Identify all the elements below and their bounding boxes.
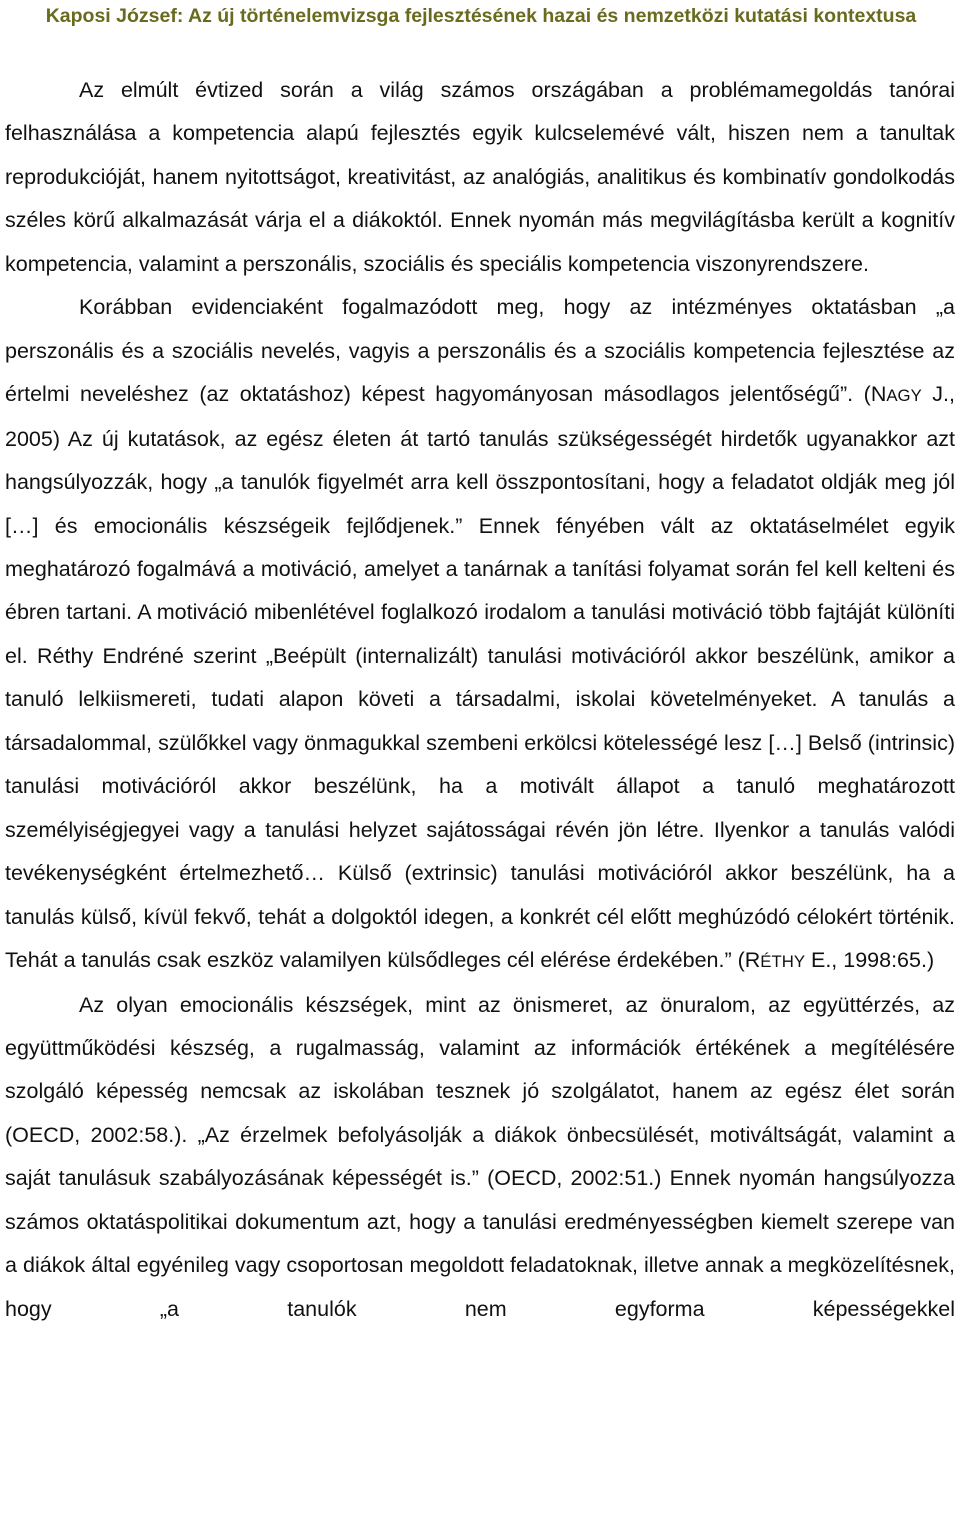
citation-nagy-initial: N	[870, 382, 887, 407]
running-header: Kaposi József: Az új történelemvizsga fejlesztésének hazai és nemzetközi kutatási kontextusa	[45, 5, 917, 27]
paragraph-2-text-a: Korábban evidenciaként fogalmazódott meg, hogy az intézményes oktatásban „a perszonális és a szociális nevelés, vagyis a perszonális és a szociális kompetencia fejlesztése az értelmi neveléshez (az oktatáshoz) képest hagyományosan másodlagos jelentőségű”. (	[5, 295, 955, 407]
paragraph-2-text-c: E., 1998:65.)	[805, 948, 935, 973]
citation-nagy-smallcaps: AGY	[886, 386, 922, 406]
paragraph-1: Az elmúlt évtized során a világ számos országában a problémamegoldás tanórai felhasználása a kompetencia alapú fejlesztés egyik kulcselemévé vált, hiszen nem a tanultak reprodukcióját, hanem nyitottságot, kreativitást, az analógiás, analitikus és kombinatív gondolkodás széles körű alkalmazását várja el a diákoktól. Ennek nyomán más megvilágításba került a kognitív kompetencia, valamint a perszonális, szociális és speciális kompetencia viszonyrendszere.	[5, 78, 955, 276]
paragraph-3: Az olyan emocionális készségek, mint az önismeret, az önuralom, az együttérzés, az együttműködési készség, a rugalmasság, valamint az információk értékének a megítélésére szolgáló képesség nemcsak az iskolában tesznek jó szolgálatot, hanem az egész élet során (OECD, 2002:58.). „Az érzelmek befolyásolják a diákok önbecsülését, motiváltságát, valamint a saját tanulásuk szabályozásának képességét is.” (OECD, 2002:51.) Ennek nyomán hangsúlyozza számos oktatáspolitikai dokumentum azt, hogy a tanulási eredményességben kiemelt szerepe van a diákok által egyénileg vagy csoportosan megoldott feladatoknak, illetve annak a megközelítésnek, hogy „a tanulók nem egyforma képességekkel	[5, 992, 955, 1321]
citation-rethy-smallcaps: ÉTHY	[760, 952, 806, 972]
citation-rethy	[745, 948, 805, 972]
paragraph-2-text-b: J., 2005) Az új kutatások, az egész életen át tartó tanulás szükségességét hirdetők ugyanakkor azt hangsúlyozzák, hogy „a tanulók figyelmét arra kell összpontosítani, hogy a feladatot oldják meg jól […] és emocionális készségeik fejlődjenek.” Ennek fényében vált az oktatáselmélet egyik meghatározó fogalmává a motiváció, amelyet a tanárnak a tanítási folyamat során fel kell kelteni és ébren tartani. A motiváció mibenlétével foglalkozó irodalom a tanulási motiváció több fajtáját különíti el. Réthy Endréné szerint „Beépült (internalizált) tanulási motivációról akkor beszélünk, amikor a tanuló lelkiismereti, tudati alapon követi a társadalmi, iskolai követelményeket. A tanulás a társadalommal, szülőkkel vagy önmagukkal szembeni erkölcsi kötelességé lesz […] Belső (intrinsic) tanulási motivációról akkor beszélünk, ha a motivált állapot a tanuló meghatározott személyiségjegyei vagy a tanulási helyzet sajátosságai révén jön létre. Ilyenkor a tanulás valódi tevékenységként értelmezhető… Külső (extrinsic) tanulási motivációról akkor beszélünk, ha a tanulás külső, kívül fekvő, tehát a dolgoktól idegen, a konkrét cél előtt meghúzódó célokért történik. Tehát a tanulás csak eszköz valamilyen külsődleges cél elérése érdekében.” (	[5, 382, 956, 973]
citation-nagy	[871, 382, 922, 406]
article-body	[5, 69, 955, 1331]
paragraph-2	[5, 286, 955, 983]
citation-rethy-initial: R	[744, 948, 761, 973]
